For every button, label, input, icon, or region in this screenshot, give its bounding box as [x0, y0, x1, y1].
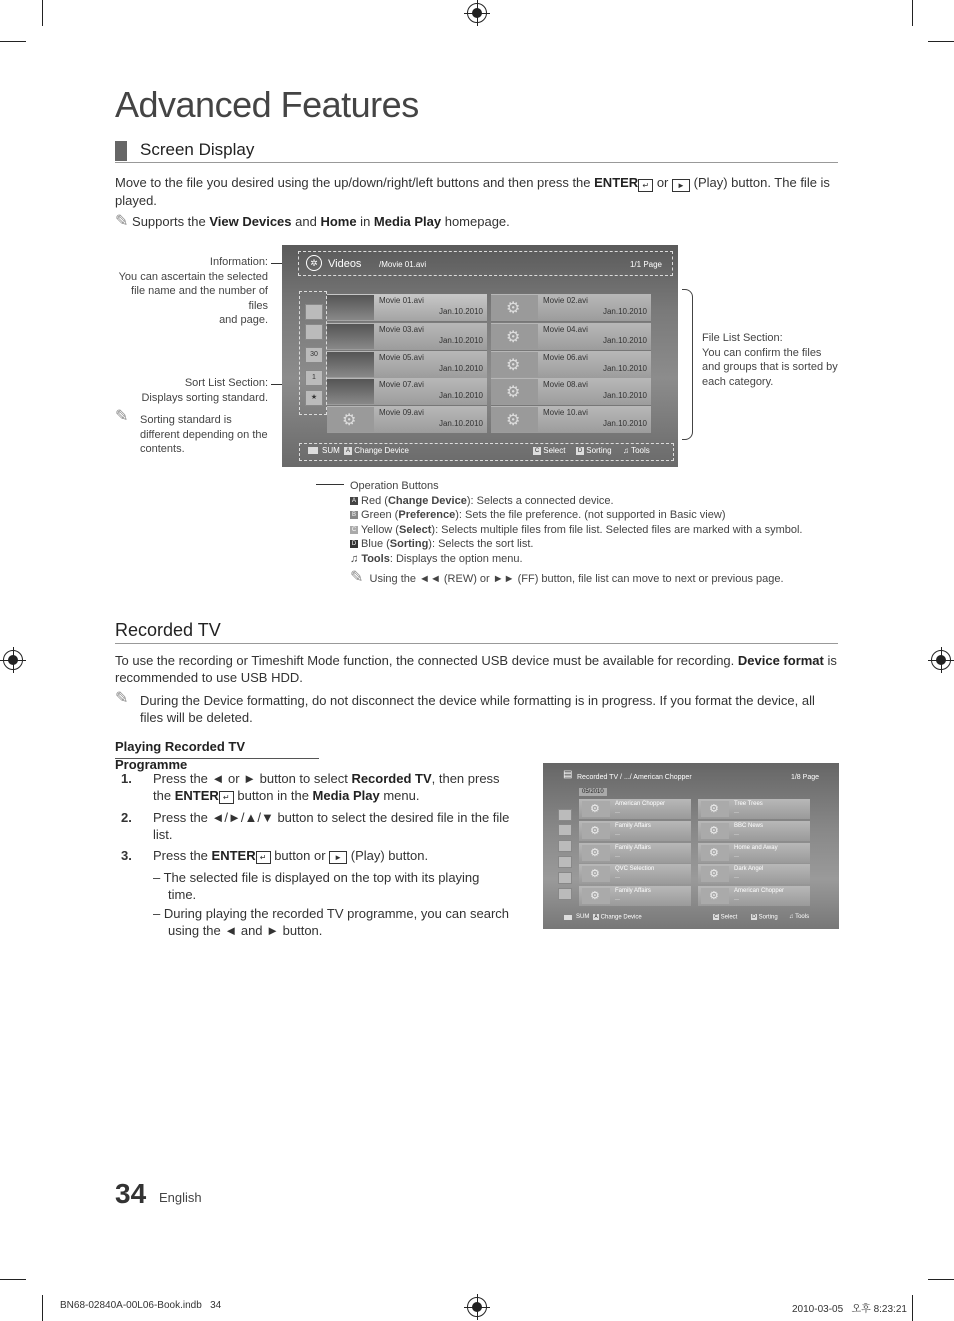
blue-d-icon: D: [752, 914, 756, 920]
tools-button[interactable]: ♫ Tools: [789, 914, 810, 920]
folder-icon[interactable]: [305, 304, 323, 320]
screen-display-intro: Move to the file you desired using the up/down/right/left buttons and then press the ENTER ↵ or ► (Play) button. The file is played.: [115, 175, 830, 208]
crop-mark: [0, 1279, 26, 1280]
recorded-tv-intro: To use the recording or Timeshift Mode function, the connected USB device must be available for recording. Device format is recommended to use USB HDD.: [115, 653, 837, 685]
callout-file-list: File List Section: You can confirm the files and groups that is sorted by each category.: [702, 332, 838, 388]
play-icon: ►: [329, 851, 347, 864]
callout-information: Information: You can ascertain the selected file name and the number of files and page.: [118, 256, 268, 326]
sorting-button[interactable]: D Sorting: [577, 446, 612, 455]
list-item[interactable]: Movie 05.avi Jan.10.2010: [327, 351, 487, 379]
screen-display-note: ✎ Supports the View Devices and Home in Media Play homepage.: [115, 213, 510, 230]
list-item[interactable]: ⚙ Dark Angel —: [698, 864, 810, 884]
sort-list-section: [299, 291, 327, 415]
list-item[interactable]: ⚙ Tree Trees —: [698, 799, 810, 819]
film-reel-icon: [582, 888, 610, 904]
recorded-tv-icon: ▤: [563, 769, 573, 780]
crop-mark: [912, 0, 913, 26]
calendar-icon[interactable]: 30: [305, 347, 323, 363]
registration-mark-icon: [931, 650, 951, 670]
list-icon[interactable]: [558, 824, 572, 836]
folder-icon[interactable]: [558, 809, 572, 821]
device-name: SUM: [322, 446, 340, 455]
select-button[interactable]: C Select: [534, 446, 566, 455]
person-icon[interactable]: [305, 324, 323, 340]
film-reel-icon: [582, 866, 610, 882]
list-item[interactable]: ⚙ Movie 10.avi Jan.10.2010: [491, 406, 651, 434]
tools-icon: ♫: [623, 446, 629, 455]
green-b-icon: B: [351, 512, 356, 519]
list-item[interactable]: ⚙ Movie 08.avi Jan.10.2010: [491, 378, 651, 406]
list-item[interactable]: ⚙ QVC Selection —: [579, 864, 691, 884]
op-item: A Red (Change Device): Selects a connected device.: [351, 494, 614, 507]
pencil-note-icon: ✎: [115, 213, 129, 230]
crop-mark: [912, 1295, 913, 1321]
list-item[interactable]: ⚙ American Chopper —: [579, 799, 691, 819]
file-path: /Movie 01.avi: [379, 260, 427, 269]
enter-icon: ↵: [256, 851, 271, 864]
op-note: ✎ Using the ◄◄ (REW) or ►► (FF) button, file list can move to next or previous page.: [350, 569, 784, 586]
sub-heading: Playing Recorded TV Programme: [115, 738, 319, 759]
pencil-note-icon: ✎: [350, 569, 364, 586]
film-reel-icon: [491, 295, 538, 320]
section-heading-text: Screen Display: [140, 140, 255, 159]
film-reel-icon: [701, 801, 729, 817]
film-reel-icon: [491, 407, 538, 432]
film-reel-icon: [701, 823, 729, 839]
page-number: 34: [115, 1178, 147, 1209]
change-device-button[interactable]: A Change Device: [345, 446, 409, 455]
pencil-note-icon: ✎: [115, 408, 129, 425]
dash-item: – During playing the recorded TV programme, you can search using the ◄ and ► button.: [153, 906, 510, 938]
page-title: Advanced Features: [115, 84, 419, 125]
red-a-icon: A: [594, 914, 598, 920]
crop-mark: [928, 41, 954, 42]
film-reel-icon: [491, 352, 538, 377]
usb-icon: [564, 915, 572, 920]
step-1: Press the ◄ or ► button to select Recorded TV, then press the ENTER ↵ button in the Media Play menu.: [153, 771, 500, 803]
list-item[interactable]: ⚙ Movie 06.avi Jan.10.2010: [491, 351, 651, 379]
list-item[interactable]: Movie 07.avi Jan.10.2010: [327, 378, 487, 406]
step-3: Press the ENTER ↵ button or ► (Play) button.: [153, 848, 429, 863]
file-path: Recorded TV / .../ American Chopper: [577, 774, 692, 781]
yellow-c-icon: C: [714, 914, 718, 920]
thumbnail: [327, 352, 374, 377]
channel-icon[interactable]: [558, 856, 572, 868]
callout-sort-note: ✎ Sorting standard is different depending on the contents.: [115, 408, 268, 455]
crop-mark: [928, 1279, 954, 1280]
genre-icon[interactable]: [558, 872, 572, 884]
list-item[interactable]: ⚙ Movie 09.avi Jan.10.2010: [327, 406, 487, 434]
list-item[interactable]: ⚙ BBC News —: [698, 821, 810, 841]
page-language: English: [159, 1190, 202, 1205]
leader-line: [316, 484, 344, 485]
dash-item: – The selected file is displayed on the top with its playing time.: [153, 870, 480, 902]
list-item[interactable]: ⚙ Home and Away —: [698, 843, 810, 863]
list-item[interactable]: ⚙ Movie 04.avi Jan.10.2010: [491, 323, 651, 351]
list-item[interactable]: ⚙ Family Affairs —: [579, 886, 691, 906]
op-item: B Green (Preference): Sets the file preference. (not supported in Basic view): [351, 509, 726, 521]
operation-buttons-bar: [559, 913, 827, 924]
film-reel-icon: [582, 823, 610, 839]
tools-icon: ♫: [350, 552, 359, 565]
page-indicator: 1/8 Page: [790, 774, 819, 781]
enter-icon: ↵: [219, 791, 234, 804]
red-a-icon: A: [351, 497, 356, 504]
play-icon: ►: [672, 179, 690, 192]
blue-d-icon: D: [351, 541, 357, 548]
calendar-icon[interactable]: [558, 840, 572, 852]
media-play-screen-recorded-tv: [543, 763, 839, 929]
registration-mark-icon: [3, 650, 23, 670]
device-name: SUM: [576, 914, 590, 920]
film-reel-icon: [582, 845, 610, 861]
list-item[interactable]: Movie 03.avi Jan.10.2010: [327, 323, 487, 351]
section-heading-recorded-tv: Recorded TV: [115, 620, 838, 644]
thumbnail: [327, 295, 374, 320]
film-reel-icon: [582, 801, 610, 817]
recorded-tv-note: ✎ During the Device formatting, do not disconnect the device while formatting is in progress. If you format the device, all files will be deleted.: [115, 690, 815, 725]
film-reel-icon: [701, 866, 729, 882]
file-list-section: [327, 291, 654, 431]
op-item: ♫ Tools: Displays the option menu.: [350, 552, 523, 565]
list-icon[interactable]: 1: [305, 370, 323, 386]
crop-mark: [42, 0, 43, 26]
information-bar: [298, 251, 673, 276]
usb-icon: [308, 447, 318, 454]
star-icon[interactable]: [558, 888, 572, 900]
crop-mark: [42, 1295, 43, 1321]
op-item: D Blue (Sorting): Selects the sort list.: [351, 538, 534, 550]
select-button[interactable]: C Select: [714, 914, 738, 921]
thumbnail: [327, 379, 374, 404]
list-item[interactable]: Movie 01.avi Jan.10.2010: [327, 294, 487, 322]
tools-icon: ♫: [789, 914, 794, 920]
list-item[interactable]: ⚙ American Chopper —: [698, 886, 810, 906]
film-reel-icon: ✲: [306, 255, 322, 271]
enter-icon: ↵: [638, 179, 653, 192]
section-name: Videos: [328, 258, 362, 270]
operation-buttons-bar: [299, 443, 674, 461]
thumbnail: [327, 324, 374, 349]
date-tab[interactable]: 05/2010: [579, 788, 607, 796]
op-item: C Yellow (Select): Selects multiple files from file list. Selected files are marked with a symbol.: [351, 523, 803, 536]
footer-file: BN68-02840A-00L06-Book.indb 34: [60, 1300, 222, 1311]
change-device-button[interactable]: A Change Device: [594, 914, 642, 921]
crop-mark: [0, 41, 26, 42]
blue-d-icon: D: [577, 447, 583, 454]
operation-buttons-description: Operation Buttons A Red (Change Device): Selects a connected device. B Green (Preference): Sets the file preference. (not supported in Basic view) C Yellow (Select): Selects multiple files from file list. Selected files are marked with a symbol. D Blue (Sorting): Selects the sort list. ♫ Tools: Displays the option menu. ✎ Using the ◄◄ (REW) or ►► (FF) button, file list can move to next or previous page.: [350, 479, 830, 587]
star-icon[interactable]: ★: [305, 390, 323, 406]
page-indicator: 1/1 Page: [629, 260, 662, 269]
yellow-c-icon: C: [351, 526, 357, 533]
yellow-c-icon: C: [534, 447, 540, 454]
list-item[interactable]: ⚙ Movie 02.avi Jan.10.2010: [491, 294, 651, 322]
callout-sort-list: Sort List Section: Displays sorting standard.: [141, 377, 268, 404]
film-reel-icon: [701, 888, 729, 904]
registration-mark-icon: [467, 1297, 487, 1317]
red-a-icon: A: [345, 447, 350, 454]
film-reel-icon: [327, 407, 374, 432]
film-reel-icon: [491, 379, 538, 404]
registration-mark-icon: [467, 3, 487, 23]
sorting-button[interactable]: D Sorting: [752, 914, 778, 921]
file-list-bracket: [682, 289, 693, 440]
media-play-screen-videos: [282, 245, 678, 467]
heading-bar: [115, 141, 127, 161]
list-item[interactable]: ⚙ Family Affairs —: [579, 821, 691, 841]
list-item[interactable]: ⚙ Family Affairs —: [579, 843, 691, 863]
tools-button[interactable]: ♫ Tools: [623, 446, 650, 455]
film-reel-icon: [701, 845, 729, 861]
pencil-note-icon: ✎: [115, 690, 129, 707]
footer-date: 2010-03-05 오후 8:23:21: [792, 1304, 907, 1315]
film-reel-icon: [491, 324, 538, 349]
step-2: Press the ◄/►/▲/▼ button to select the desired file in the file list.: [153, 810, 510, 842]
steps-list: 1. Press the ◄ or ► button to select Recorded TV, then press the ENTER ↵ button in the Media Play menu. 2. Press the ◄/►/▲/▼ button to select the desired file in the file list. 3. Press the ENTER ↵ button or ► (Play) button. – The selected file is displayed on the top with its playing time. – During playing the recorded TV programme, you can search using the ◄ and ► button.: [121, 770, 531, 945]
section-heading-screen-display: [115, 140, 838, 163]
